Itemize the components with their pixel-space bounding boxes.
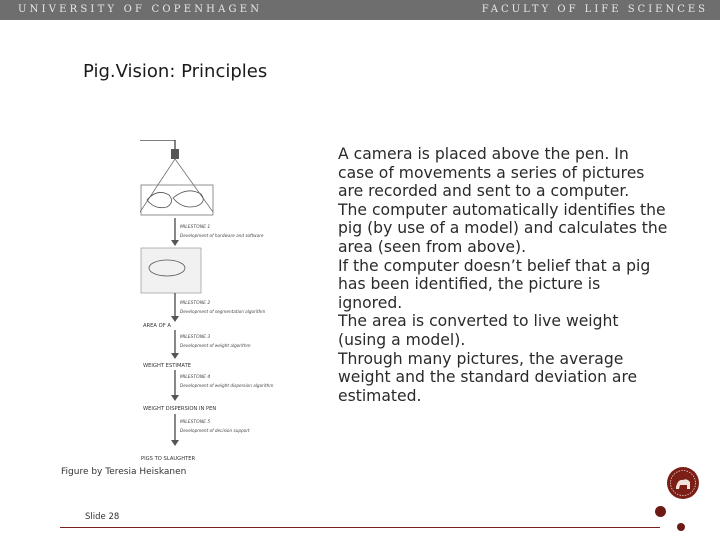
camera-icon xyxy=(171,149,179,159)
pig-sketch-2 xyxy=(173,191,203,207)
milestone1-desc: Development of hardware and software xyxy=(180,233,264,238)
flow-arrowhead-1 xyxy=(171,240,179,246)
slide-title: Pig.Vision: Principles xyxy=(83,61,268,82)
paragraph-ignore: If the computer doesn’t belief that a pig has been identified, the picture is ignored. xyxy=(338,256,651,312)
milestone1-label: MILESTONE 1 xyxy=(180,225,211,230)
university-name: UNIVERSITY OF COPENHAGEN xyxy=(18,4,263,15)
paragraph-weight: The area is converted to live weight (using a model). xyxy=(338,312,619,349)
header-bar xyxy=(0,0,720,20)
slide-number: Slide 28 xyxy=(85,512,120,522)
decorative-dot-large xyxy=(655,506,666,517)
weight-dispersion-label: WEIGHT DISPERSION IN PEN xyxy=(143,406,217,412)
milestone5-label: MILESTONE 5 xyxy=(180,420,211,425)
milestone2-desc: Development of segmentation algorithm xyxy=(180,309,266,314)
milestone3-desc: Development of weight algorithm xyxy=(180,343,251,348)
paragraph-camera: A camera is placed above the pen. In case of movements a series of pictures are recorded and sent to a computer. xyxy=(338,145,645,201)
area-label: AREA OF A xyxy=(143,323,171,329)
flow-arrowhead-3 xyxy=(171,353,179,359)
pigvision-flow-diagram xyxy=(135,140,285,465)
pig-sketch-1 xyxy=(147,192,172,207)
decorative-dot-small xyxy=(677,523,685,531)
university-seal-icon xyxy=(666,466,700,500)
milestone3-label: MILESTONE 3 xyxy=(180,335,211,340)
pigs-to-slaughter-label: PIGS TO SLAUGHTER xyxy=(141,456,196,462)
milestone4-label: MILESTONE 4 xyxy=(180,375,211,380)
slide-body xyxy=(338,145,668,405)
milestone4-desc: Development of weight dispersion algorithm xyxy=(180,383,274,388)
paragraph-identify: The computer automatically identifies the pig (by use of a model) and calculates the area (seen from above). xyxy=(338,200,668,256)
milestone5-desc: Development of decision support xyxy=(180,428,250,433)
flow-arrowhead-5 xyxy=(171,440,179,446)
flow-arrowhead-2 xyxy=(171,316,179,322)
milestone2-label: MILESTONE 2 xyxy=(180,301,211,306)
paragraph-average: Through many pictures, the average weight and the standard deviation are estimated. xyxy=(338,349,638,405)
faculty-name: FACULTY OF LIFE SCIENCES xyxy=(481,4,708,15)
weight-estimate-label: WEIGHT ESTIMATE xyxy=(143,363,192,369)
flow-arrowhead-4 xyxy=(171,395,179,401)
figure-caption: Figure by Teresia Heiskanen xyxy=(61,467,187,477)
footer-line xyxy=(60,527,660,528)
pen-box xyxy=(141,185,213,215)
camera-bracket xyxy=(140,140,175,154)
